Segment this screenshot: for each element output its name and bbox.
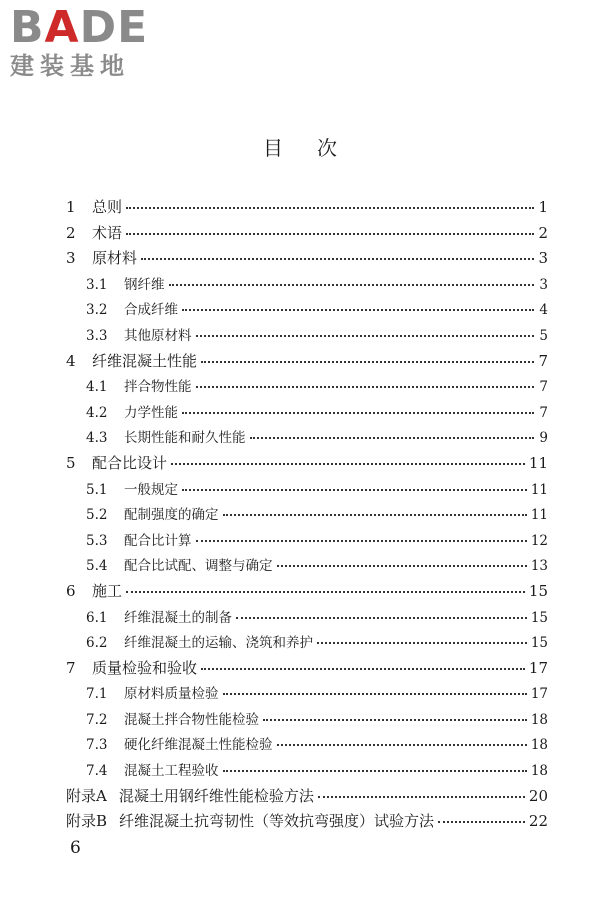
toc-entry[interactable] (66, 247, 548, 273)
toc-entry-page: 18 (530, 711, 548, 728)
toc-entry-number: 3.1 (86, 276, 108, 293)
toc-entry-title: 钢纤维 (124, 276, 165, 293)
toc-entry-page: 3 (538, 249, 548, 268)
toc-leader-dots (182, 412, 534, 414)
toc-entry[interactable] (66, 733, 548, 759)
toc-entry-page: 11 (528, 453, 548, 472)
toc-entry-title: 纤维混凝土性能 (92, 351, 198, 370)
logo-wordmark: BADE (10, 2, 149, 53)
toc-entry-page: 11 (530, 481, 548, 498)
toc-entry-page: 20 (528, 786, 548, 805)
toc-entry-number: 4 (66, 351, 76, 370)
toc-entry[interactable] (66, 222, 548, 248)
toc-leader-dots (141, 258, 534, 260)
toc-entry[interactable] (66, 708, 548, 734)
toc-leader-dots (438, 821, 525, 823)
toc-entry-title: 配合比计算 (124, 532, 192, 549)
toc-entry-page: 13 (530, 558, 548, 575)
toc-entry-number: 7 (66, 658, 76, 677)
toc-entry-title: 配制强度的确定 (124, 507, 219, 524)
toc-leader-dots (318, 796, 525, 798)
toc-entry-page: 4 (539, 302, 548, 319)
toc-entry-number: 7.2 (86, 711, 108, 728)
toc-entry-number: 附录A (66, 786, 107, 805)
toc-entry-page: 15 (530, 635, 548, 652)
table-of-contents (66, 196, 548, 836)
toc-entry[interactable] (66, 324, 548, 350)
toc-entry-number: 7.1 (86, 686, 108, 703)
toc-entry[interactable] (66, 657, 548, 683)
toc-entry-page: 7 (539, 404, 548, 421)
toc-entry-title: 混凝土拌合物性能检验 (124, 711, 259, 728)
toc-entry-title: 纤维混凝土抗弯韧性（等效抗弯强度）试验方法 (119, 812, 435, 831)
toc-entry[interactable] (66, 426, 548, 452)
toc-entry-page: 17 (530, 686, 548, 703)
toc-entry-number: 7.4 (86, 763, 108, 780)
toc-entry-number: 6.1 (86, 609, 108, 626)
toc-entry-title: 其他原材料 (124, 327, 192, 344)
toc-entry-page: 15 (528, 581, 548, 600)
toc-leader-dots (223, 693, 527, 695)
toc-entry-title: 原材料 (92, 249, 138, 268)
toc-entry-title: 混凝土工程验收 (124, 763, 219, 780)
toc-entry-number: 5.1 (86, 481, 108, 498)
page-title: 目次 (263, 136, 371, 160)
toc-entry-page: 12 (530, 532, 548, 549)
toc-leader-dots (169, 284, 535, 286)
toc-entry-title: 原材料质量检验 (124, 686, 219, 703)
toc-entry[interactable] (66, 631, 548, 657)
toc-entry-title: 一般规定 (124, 481, 178, 498)
toc-entry-page: 3 (539, 276, 548, 293)
toc-leader-dots (236, 617, 527, 619)
toc-entry-number: 6 (66, 581, 76, 600)
toc-entry-number: 5.3 (86, 532, 108, 549)
toc-entry-number: 5.2 (86, 507, 108, 524)
toc-entry[interactable] (66, 606, 548, 632)
toc-leader-dots (171, 463, 525, 465)
toc-entry[interactable] (66, 580, 548, 606)
toc-entry-title: 术语 (92, 223, 123, 242)
toc-entry[interactable] (66, 503, 548, 529)
toc-entry-page: 5 (539, 327, 548, 344)
toc-leader-dots (182, 489, 527, 491)
toc-entry[interactable] (66, 401, 548, 427)
toc-entry[interactable] (66, 196, 548, 222)
toc-entry-page: 7 (539, 379, 548, 396)
toc-entry-number: 3.2 (86, 302, 108, 319)
toc-entry-number: 附录B (66, 812, 108, 831)
toc-entry-number: 4.2 (86, 404, 108, 421)
toc-entry-title: 配合比设计 (92, 453, 168, 472)
toc-entry-number: 2 (66, 223, 76, 242)
toc-leader-dots (317, 642, 527, 644)
toc-entry-title: 配合比试配、调整与确定 (124, 558, 273, 575)
toc-entry-page: 2 (538, 223, 548, 242)
toc-entry-page: 9 (539, 430, 548, 447)
toc-entry-title: 总则 (92, 198, 123, 216)
toc-entry-number: 1 (66, 198, 76, 216)
toc-entry-page: 18 (530, 763, 548, 780)
toc-leader-dots (277, 565, 527, 567)
toc-leader-dots (263, 719, 527, 721)
toc-entry[interactable] (66, 375, 548, 401)
toc-entry[interactable] (66, 759, 548, 785)
toc-entry-page: 1 (538, 198, 548, 216)
toc-entry-page: 17 (528, 658, 548, 677)
toc-entry-title: 合成纤维 (124, 302, 178, 319)
toc-entry[interactable] (66, 478, 548, 504)
toc-entry-title: 纤维混凝土的运输、浇筑和养护 (124, 635, 313, 652)
toc-entry[interactable] (66, 350, 548, 376)
toc-leader-dots (223, 770, 527, 772)
toc-entry[interactable] (66, 554, 548, 580)
toc-entry-page: 15 (530, 609, 548, 626)
toc-entry-number: 5 (66, 453, 76, 472)
toc-leader-dots (196, 540, 527, 542)
toc-entry-number: 4.1 (86, 379, 108, 396)
page-number: 6 (70, 838, 81, 858)
toc-entry-title: 混凝土用钢纤维性能检验方法 (118, 786, 314, 805)
toc-leader-dots (196, 386, 535, 388)
toc-entry[interactable] (66, 273, 548, 299)
toc-entry-page: 22 (528, 812, 548, 831)
toc-entry-title: 纤维混凝土的制备 (124, 609, 232, 626)
toc-leader-dots (223, 514, 527, 516)
toc-entry[interactable] (66, 529, 548, 555)
toc-entry[interactable] (66, 682, 548, 708)
toc-entry-title: 施工 (92, 581, 123, 600)
toc-leader-dots (196, 335, 535, 337)
toc-leader-dots (126, 207, 534, 209)
toc-entry-number: 3 (66, 249, 76, 268)
toc-entry-page: 11 (530, 507, 548, 524)
toc-entry-title: 长期性能和耐久性能 (124, 430, 246, 447)
toc-leader-dots (277, 744, 527, 746)
toc-entry[interactable] (66, 810, 548, 836)
toc-leader-dots (201, 361, 534, 363)
toc-entry-number: 7.3 (86, 737, 108, 754)
toc-entry[interactable] (66, 785, 548, 811)
toc-entry-number: 5.4 (86, 558, 108, 575)
toc-entry-title: 硬化纤维混凝土性能检验 (124, 737, 273, 754)
toc-leader-dots (201, 668, 525, 670)
toc-leader-dots (250, 437, 535, 439)
toc-leader-dots (182, 309, 534, 311)
toc-entry-number: 6.2 (86, 635, 108, 652)
toc-entry-number: 4.3 (86, 430, 108, 447)
toc-entry-title: 拌合物性能 (124, 379, 192, 396)
toc-leader-dots (126, 233, 534, 235)
toc-entry-number: 3.3 (86, 327, 108, 344)
toc-entry[interactable] (66, 452, 548, 478)
logo (10, 2, 175, 80)
toc-entry-title: 质量检验和验收 (92, 658, 198, 677)
toc-entry-page: 18 (530, 737, 548, 754)
toc-entry-page: 7 (538, 351, 548, 370)
logo-subtitle: 建装基地 (10, 52, 130, 80)
toc-entry[interactable] (66, 298, 548, 324)
toc-leader-dots (126, 591, 525, 593)
toc-entry-title: 力学性能 (124, 404, 178, 421)
